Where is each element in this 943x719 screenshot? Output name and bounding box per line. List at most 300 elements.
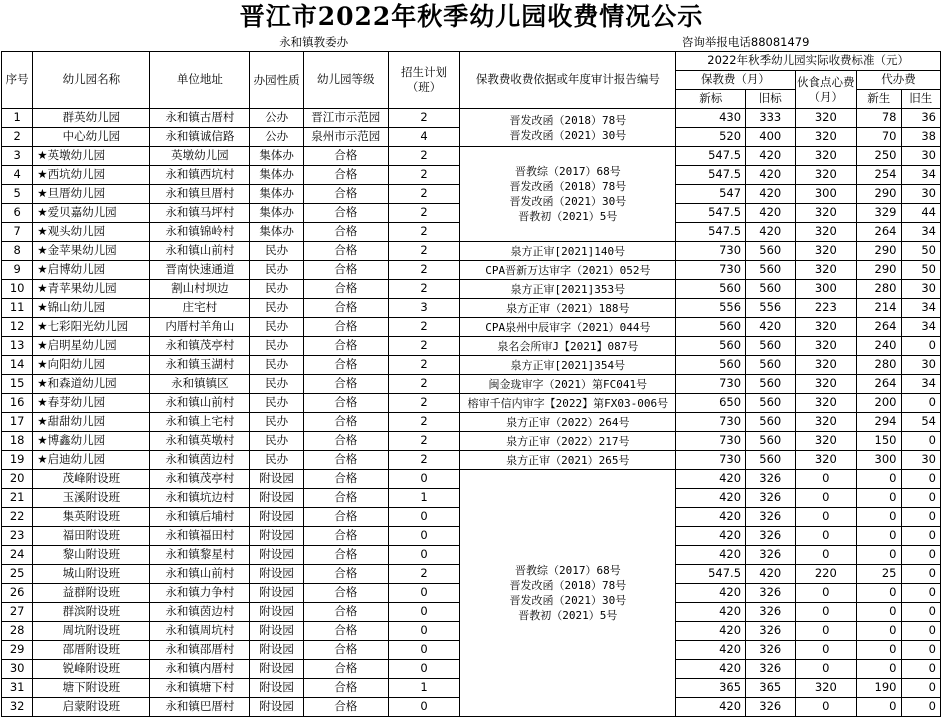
nature: 民办: [250, 451, 304, 470]
header-new-student: 新生: [857, 90, 901, 109]
fee-basis: 榕审千信内审字【2022】第FX03-006号: [460, 394, 676, 413]
kindergarten-name: 邵厝附设班: [33, 641, 150, 660]
meal-fee: 300: [795, 280, 857, 299]
row-index: 20: [2, 470, 33, 489]
enroll-plan: 2: [388, 261, 460, 280]
enroll-plan: 2: [388, 166, 460, 185]
meal-fee: 0: [795, 546, 857, 565]
table-row: [2, 375, 941, 394]
agency-old: 0: [901, 470, 941, 489]
grade: 合格: [303, 185, 388, 204]
kindergarten-name: ★青苹果幼儿园: [33, 280, 150, 299]
row-index: 25: [2, 565, 33, 584]
enroll-plan: 2: [388, 337, 460, 356]
row-index: 22: [2, 508, 33, 527]
kindergarten-name: ★启明星幼儿园: [33, 337, 150, 356]
agency-old: 0: [901, 394, 941, 413]
address: 割山村坝边: [150, 280, 250, 299]
tuition-new: 730: [676, 261, 746, 280]
agency-old: 0: [901, 546, 941, 565]
address: 永和镇诚信路: [150, 128, 250, 147]
row-index: 23: [2, 527, 33, 546]
agency-new: 264: [857, 375, 901, 394]
meal-fee: 0: [795, 584, 857, 603]
tuition-old: 420: [746, 204, 795, 223]
agency-old: 54: [901, 413, 941, 432]
nature: 附设园: [250, 489, 304, 508]
fee-basis: 晋教综（2017）68号 晋发改函（2018）78号 晋发改函（2021）30号 晋教初（2021）5号: [460, 470, 676, 717]
agency-old: 0: [901, 508, 941, 527]
tuition-new: 430: [676, 109, 746, 128]
row-index: 32: [2, 698, 33, 717]
agency-new: 240: [857, 337, 901, 356]
address: 永和镇山前村: [150, 565, 250, 584]
agency-new: 214: [857, 299, 901, 318]
nature: 附设园: [250, 584, 304, 603]
grade: 合格: [303, 508, 388, 527]
address: 永和镇茵边村: [150, 451, 250, 470]
tuition-old: 560: [746, 432, 795, 451]
agency-old: 0: [901, 432, 941, 451]
agency-new: 0: [857, 698, 901, 717]
tuition-old: 420: [746, 147, 795, 166]
agency-old: 0: [901, 527, 941, 546]
kindergarten-name: ★锦山幼儿园: [33, 299, 150, 318]
row-index: 17: [2, 413, 33, 432]
agency-new: 294: [857, 413, 901, 432]
nature: 民办: [250, 413, 304, 432]
grade: 合格: [303, 261, 388, 280]
kindergarten-name: 益群附设班: [33, 584, 150, 603]
agency-new: 0: [857, 584, 901, 603]
enroll-plan: 2: [388, 318, 460, 337]
fee-basis: 泉名会所审J【2021】087号: [460, 337, 676, 356]
nature: 附设园: [250, 527, 304, 546]
meal-fee: 220: [795, 565, 857, 584]
grade: 合格: [303, 356, 388, 375]
agency-old: 0: [901, 660, 941, 679]
meal-fee: 320: [795, 166, 857, 185]
meal-fee: 320: [795, 394, 857, 413]
agency-new: 78: [857, 109, 901, 128]
header-enroll: 招生计划（班）: [388, 52, 460, 109]
agency-new: 290: [857, 261, 901, 280]
tuition-new: 420: [676, 489, 746, 508]
tuition-new: 420: [676, 603, 746, 622]
nature: 附设园: [250, 660, 304, 679]
fee-basis: 泉方正审[2021]140号: [460, 242, 676, 261]
fee-basis: 泉方正审（2022）264号: [460, 413, 676, 432]
tuition-old: 560: [746, 394, 795, 413]
row-index: 7: [2, 223, 33, 242]
header-address: 单位地址: [150, 52, 250, 109]
enroll-plan: 2: [388, 432, 460, 451]
address: 永和镇塘下村: [150, 679, 250, 698]
meal-fee: 320: [795, 679, 857, 698]
address: 永和镇黎星村: [150, 546, 250, 565]
grade: 合格: [303, 223, 388, 242]
header-standard: 2022年秋季幼儿园实际收费标准（元）: [676, 52, 941, 71]
kindergarten-name: 锐峰附设班: [33, 660, 150, 679]
meal-fee: 320: [795, 413, 857, 432]
tuition-new: 547.5: [676, 223, 746, 242]
agency-new: 264: [857, 318, 901, 337]
table-row: [2, 242, 941, 261]
kindergarten-name: ★英墩幼儿园: [33, 147, 150, 166]
agency-new: 0: [857, 641, 901, 660]
tuition-new: 547.5: [676, 204, 746, 223]
header-meals: 伙食点心费（月）: [795, 71, 857, 109]
tuition-old: 420: [746, 166, 795, 185]
meal-fee: 320: [795, 432, 857, 451]
fee-table: [1, 34, 941, 717]
address: 晋南快速通道: [150, 261, 250, 280]
tuition-new: 560: [676, 318, 746, 337]
row-index: 26: [2, 584, 33, 603]
table-row: [2, 318, 941, 337]
table-row: [2, 280, 941, 299]
enroll-plan: 2: [388, 204, 460, 223]
table-row: [2, 394, 941, 413]
address: 永和镇上宅村: [150, 413, 250, 432]
tuition-new: 547: [676, 185, 746, 204]
enroll-plan: 2: [388, 413, 460, 432]
tuition-new: 420: [676, 470, 746, 489]
nature: 民办: [250, 432, 304, 451]
page-title: 晋江市2022年秋季幼儿园收费情况公示: [239, 2, 704, 31]
tuition-new: 730: [676, 375, 746, 394]
row-index: 10: [2, 280, 33, 299]
agency-new: 0: [857, 660, 901, 679]
row-index: 4: [2, 166, 33, 185]
tuition-old: 556: [746, 299, 795, 318]
grade: 合格: [303, 375, 388, 394]
address: 永和镇镇区: [150, 375, 250, 394]
kindergarten-name: ★七彩阳光幼儿园: [33, 318, 150, 337]
agency-old: 36: [901, 109, 941, 128]
meal-fee: 0: [795, 489, 857, 508]
kindergarten-name: 中心幼儿园: [33, 128, 150, 147]
agency-new: 0: [857, 603, 901, 622]
tuition-old: 560: [746, 337, 795, 356]
address: 永和镇茵边村: [150, 603, 250, 622]
tuition-old: 365: [746, 679, 795, 698]
row-index: 8: [2, 242, 33, 261]
enroll-plan: 0: [388, 622, 460, 641]
kindergarten-name: 周坑附设班: [33, 622, 150, 641]
row-index: 15: [2, 375, 33, 394]
agency-old: 34: [901, 318, 941, 337]
agency-old: 38: [901, 128, 941, 147]
kindergarten-name: ★观头幼儿园: [33, 223, 150, 242]
enroll-plan: 0: [388, 584, 460, 603]
agency-new: 0: [857, 489, 901, 508]
tuition-old: 420: [746, 318, 795, 337]
address: 永和镇山前村: [150, 242, 250, 261]
district-label: 永和镇教委办: [279, 34, 349, 49]
agency-old: 0: [901, 603, 941, 622]
kindergarten-name: 集英附设班: [33, 508, 150, 527]
fee-basis: 泉方正审（2022）217号: [460, 432, 676, 451]
enroll-plan: 3: [388, 299, 460, 318]
table-row: [2, 356, 941, 375]
tuition-old: 326: [746, 584, 795, 603]
address: 永和镇内厝村: [150, 660, 250, 679]
meal-fee: 320: [795, 242, 857, 261]
nature: 民办: [250, 318, 304, 337]
address: 内厝村羊角山: [150, 318, 250, 337]
table-row: [2, 470, 941, 489]
fee-basis: 泉方正审[2021]353号: [460, 280, 676, 299]
table-row: [2, 261, 941, 280]
tuition-new: 420: [676, 660, 746, 679]
enroll-plan: 2: [388, 280, 460, 299]
address: 永和镇玉湖村: [150, 356, 250, 375]
tuition-new: 650: [676, 394, 746, 413]
address: 永和镇马坪村: [150, 204, 250, 223]
tuition-old: 560: [746, 261, 795, 280]
nature: 民办: [250, 299, 304, 318]
nature: 附设园: [250, 546, 304, 565]
nature: 附设园: [250, 470, 304, 489]
header-index: 序号: [2, 52, 33, 109]
nature: 民办: [250, 280, 304, 299]
nature: 民办: [250, 356, 304, 375]
tuition-old: 326: [746, 698, 795, 717]
meal-fee: 0: [795, 622, 857, 641]
grade: 合格: [303, 166, 388, 185]
agency-old: 34: [901, 299, 941, 318]
kindergarten-name: ★博鑫幼儿园: [33, 432, 150, 451]
header-grade: 幼儿园等级: [303, 52, 388, 109]
address: 永和镇坑边村: [150, 489, 250, 508]
tuition-new: 547.5: [676, 565, 746, 584]
meal-fee: 320: [795, 204, 857, 223]
tuition-old: 333: [746, 109, 795, 128]
nature: 附设园: [250, 508, 304, 527]
kindergarten-name: 福田附设班: [33, 527, 150, 546]
kindergarten-name: ★金苹果幼儿园: [33, 242, 150, 261]
kindergarten-name: 玉溪附设班: [33, 489, 150, 508]
tuition-old: 560: [746, 451, 795, 470]
nature: 公办: [250, 128, 304, 147]
enroll-plan: 2: [388, 109, 460, 128]
address: 永和镇古厝村: [150, 109, 250, 128]
meal-fee: 320: [795, 451, 857, 470]
nature: 附设园: [250, 603, 304, 622]
agency-new: 300: [857, 451, 901, 470]
nature: 集体办: [250, 204, 304, 223]
header-basis: 保教费收费依据或年度审计报告编号: [460, 52, 676, 109]
enroll-plan: 0: [388, 470, 460, 489]
tuition-old: 560: [746, 280, 795, 299]
enroll-plan: 2: [388, 375, 460, 394]
meal-fee: 0: [795, 660, 857, 679]
grade: 合格: [303, 413, 388, 432]
tuition-old: 326: [746, 489, 795, 508]
agency-new: 0: [857, 546, 901, 565]
meal-fee: 0: [795, 603, 857, 622]
agency-new: 150: [857, 432, 901, 451]
address: 永和镇福田村: [150, 527, 250, 546]
nature: 附设园: [250, 698, 304, 717]
nature: 民办: [250, 242, 304, 261]
agency-old: 34: [901, 375, 941, 394]
grade: 合格: [303, 546, 388, 565]
grade: 晋江市示范园: [303, 109, 388, 128]
kindergarten-name: ★旦厝幼儿园: [33, 185, 150, 204]
tuition-old: 326: [746, 546, 795, 565]
table-row: [2, 413, 941, 432]
fee-basis: 泉方正审（2021）265号: [460, 451, 676, 470]
fee-basis: CPA泉州中辰审字（2021）044号: [460, 318, 676, 337]
grade: 合格: [303, 280, 388, 299]
agency-old: 0: [901, 622, 941, 641]
agency-old: 0: [901, 489, 941, 508]
address: 永和镇英墩村: [150, 432, 250, 451]
header-nature: 办园性质: [250, 52, 304, 109]
row-index: 18: [2, 432, 33, 451]
row-index: 21: [2, 489, 33, 508]
row-index: 14: [2, 356, 33, 375]
agency-new: 280: [857, 356, 901, 375]
tuition-old: 326: [746, 660, 795, 679]
tuition-new: 420: [676, 546, 746, 565]
tuition-old: 326: [746, 508, 795, 527]
row-index: 1: [2, 109, 33, 128]
grade: 泉州市示范园: [303, 128, 388, 147]
address: 永和镇山前村: [150, 394, 250, 413]
meal-fee: 320: [795, 318, 857, 337]
agency-new: 280: [857, 280, 901, 299]
tuition-new: 420: [676, 622, 746, 641]
grade: 合格: [303, 337, 388, 356]
row-index: 19: [2, 451, 33, 470]
agency-new: 290: [857, 242, 901, 261]
nature: 附设园: [250, 679, 304, 698]
tuition-new: 730: [676, 413, 746, 432]
address: 永和镇茂亭村: [150, 337, 250, 356]
meal-fee: 0: [795, 470, 857, 489]
table-row: [2, 147, 941, 166]
meal-fee: 320: [795, 128, 857, 147]
agency-old: 34: [901, 223, 941, 242]
address: 永和镇邵厝村: [150, 641, 250, 660]
tuition-old: 420: [746, 185, 795, 204]
address: 永和镇周坑村: [150, 622, 250, 641]
grade: 合格: [303, 679, 388, 698]
tuition-old: 560: [746, 242, 795, 261]
row-index: 31: [2, 679, 33, 698]
enroll-plan: 1: [388, 679, 460, 698]
agency-new: 0: [857, 527, 901, 546]
grade: 合格: [303, 204, 388, 223]
kindergarten-name: 茂峰附设班: [33, 470, 150, 489]
tuition-old: 420: [746, 565, 795, 584]
grade: 合格: [303, 451, 388, 470]
enroll-plan: 0: [388, 546, 460, 565]
enroll-plan: 2: [388, 185, 460, 204]
kindergarten-name: 塘下附设班: [33, 679, 150, 698]
nature: 附设园: [250, 565, 304, 584]
grade: 合格: [303, 584, 388, 603]
kindergarten-name: ★甜甜幼儿园: [33, 413, 150, 432]
meal-fee: 0: [795, 527, 857, 546]
meal-fee: 0: [795, 508, 857, 527]
agency-new: 264: [857, 223, 901, 242]
kindergarten-name: 黎山附设班: [33, 546, 150, 565]
nature: 集体办: [250, 147, 304, 166]
row-index: 16: [2, 394, 33, 413]
agency-new: 290: [857, 185, 901, 204]
kindergarten-name: 群英幼儿园: [33, 109, 150, 128]
grade: 合格: [303, 470, 388, 489]
hotline-label: 咨询举报电话88081479: [681, 34, 810, 49]
agency-old: 50: [901, 261, 941, 280]
fee-basis: CPA晋新万达审字（2021）052号: [460, 261, 676, 280]
nature: 民办: [250, 337, 304, 356]
meal-fee: 0: [795, 698, 857, 717]
nature: 附设园: [250, 641, 304, 660]
kindergarten-name: ★和森道幼儿园: [33, 375, 150, 394]
row-index: 6: [2, 204, 33, 223]
tuition-new: 420: [676, 698, 746, 717]
agency-new: 254: [857, 166, 901, 185]
grade: 合格: [303, 603, 388, 622]
address: 永和镇巴厝村: [150, 698, 250, 717]
header-name: 幼儿园名称: [33, 52, 150, 109]
nature: 民办: [250, 261, 304, 280]
address: 永和镇后埔村: [150, 508, 250, 527]
row-index: 29: [2, 641, 33, 660]
row-index: 9: [2, 261, 33, 280]
grade: 合格: [303, 641, 388, 660]
grade: 合格: [303, 242, 388, 261]
kindergarten-name: ★爱贝嘉幼儿园: [33, 204, 150, 223]
agency-old: 30: [901, 185, 941, 204]
grade: 合格: [303, 432, 388, 451]
tuition-old: 326: [746, 470, 795, 489]
fee-basis: 闽金珑审字（2021）第FC041号: [460, 375, 676, 394]
kindergarten-name: 群滨附设班: [33, 603, 150, 622]
agency-old: 30: [901, 147, 941, 166]
meal-fee: 300: [795, 185, 857, 204]
header-old-standard: 旧标: [746, 90, 795, 109]
agency-old: 0: [901, 337, 941, 356]
tuition-new: 556: [676, 299, 746, 318]
enroll-plan: 0: [388, 641, 460, 660]
tuition-old: 560: [746, 375, 795, 394]
tuition-old: 326: [746, 622, 795, 641]
tuition-new: 730: [676, 432, 746, 451]
nature: 附设园: [250, 622, 304, 641]
meal-fee: 320: [795, 147, 857, 166]
kindergarten-name: ★向阳幼儿园: [33, 356, 150, 375]
nature: 集体办: [250, 223, 304, 242]
agency-old: 50: [901, 242, 941, 261]
meal-fee: 320: [795, 223, 857, 242]
grade: 合格: [303, 147, 388, 166]
kindergarten-name: ★启博幼儿园: [33, 261, 150, 280]
agency-old: 30: [901, 356, 941, 375]
agency-new: 0: [857, 622, 901, 641]
address: 永和镇力争村: [150, 584, 250, 603]
fee-basis: 泉方正审（2021）188号: [460, 299, 676, 318]
row-index: 12: [2, 318, 33, 337]
tuition-new: 560: [676, 280, 746, 299]
grade: 合格: [303, 489, 388, 508]
tuition-old: 420: [746, 223, 795, 242]
